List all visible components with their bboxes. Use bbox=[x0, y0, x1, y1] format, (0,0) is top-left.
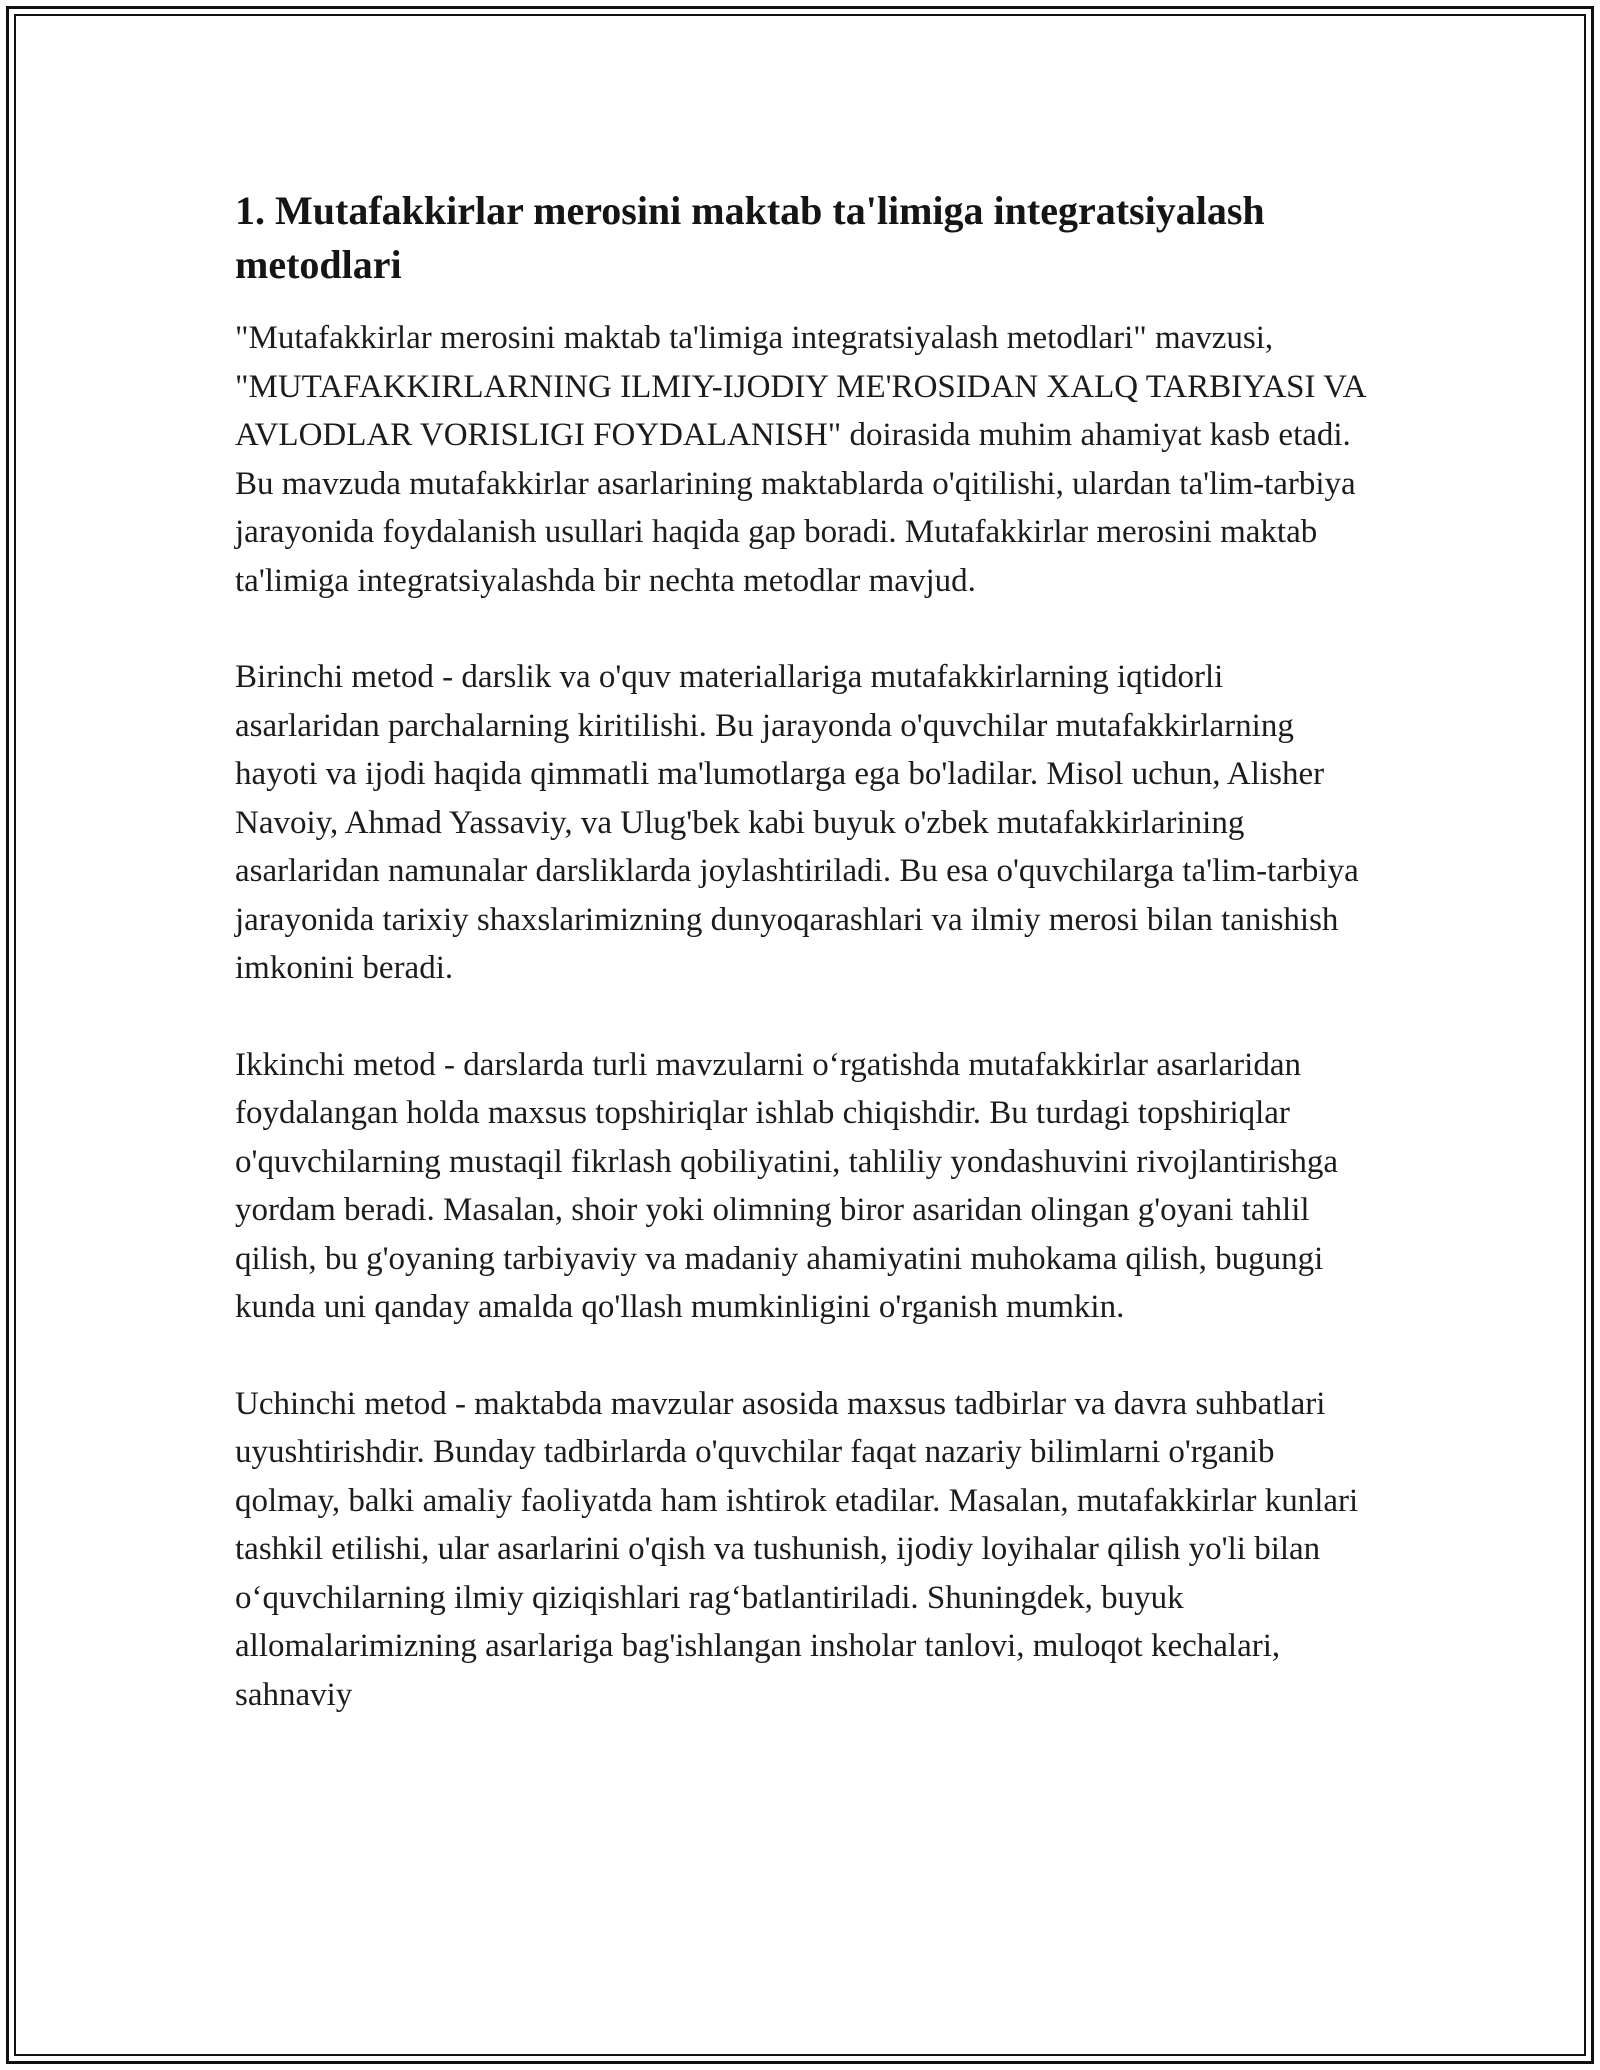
paragraph-method-3: Uchinchi metod - maktabda mavzular asosida maxsus tadbirlar va davra suhbatlari uyushtirishdir. Bunday tadbirlarda o'quvchilar faqat nazariy bilimlarni o'rganib qolmay, balki amaliy faoliyatda ham ishtirok etadilar. Masalan, mutafakkirlar kunlari tashkil etilishi, ular asarlarini o'qish va tushunish, ijodiy loyihalar qilish yo'li bilan o‘quvchilarning ilmiy qiziqishlari rag‘batlantiriladi. Shuningdek, buyuk allomalarimizning asarlariga bag'ishlangan insholar tanlovi, muloqot kechalari, sahnaviy bbox=[235, 1385, 1359, 1713]
document-body bbox=[235, 184, 1370, 1767]
paragraph-method-1: Birinchi metod - darslik va o'quv materiallariga mutafakkirlarning iqtidorli asarlaridan parchalarning kiritilishi. Bu jarayonda o'quvchilar mutafakkirlarning hayoti va ijodi haqida qimmatli ma'lumotlarga ega bo'ladilar. Misol uchun, Alisher Navoiy, Ahmad Yassaviy, va Ulug'bek kabi buyuk o'zbek mutafakkirlarining asarlaridan namunalar darsliklarda joylashtiriladi. Bu esa o'quvchilarga ta'lim-tarbiya jarayonida tarixiy shaxslarimizning dunyoqarashlari va ilmiy merosi bilan tanishish imkonini beradi. bbox=[235, 659, 1359, 986]
paragraph-intro: "Mutafakkirlar merosini maktab ta'limiga integratsiyalash metodlari" mavzusi, "MUTAFAKKIRLARNING ILMIY-IJODIY ME'ROSIDAN XALQ TARBIYASI VA AVLODLAR VORISLIGI FOYDALANISH" doirasida muhim ahamiyat kasb etadi. Bu mavzuda mutafakkirlar asarlarining maktablarda o'qitilishi, ulardan ta'lim-tarbiya jarayonida foydalanish usullari haqida gap boradi. Mutafakkirlar merosini maktab ta'limiga integratsiyalashda bir nechta metodlar mavjud. bbox=[235, 320, 1365, 599]
paragraph-method-2: Ikkinchi metod - darslarda turli mavzularni o‘rgatishda mutafakkirlar asarlaridan foydalangan holda maxsus topshiriqlar ishlab chiqishdir. Bu turdagi topshiriqlar o'quvchilarning mustaqil fikrlash qobiliyatini, tahliliy yondashuvini rivojlantirishga yordam beradi. Masalan, shoir yoki olimning biror asaridan olingan g'oyani tahlil qilish, bu g'oyaning tarbiyaviy va madaniy ahamiyatini muhokama qilish, bugungi kunda uni qanday amalda qo'llash mumkinligini o'rganish mumkin. bbox=[235, 1046, 1339, 1325]
section-heading: 1. Mutafakkirlar merosini maktab ta'limiga integratsiyalash metodlari bbox=[235, 188, 1265, 287]
